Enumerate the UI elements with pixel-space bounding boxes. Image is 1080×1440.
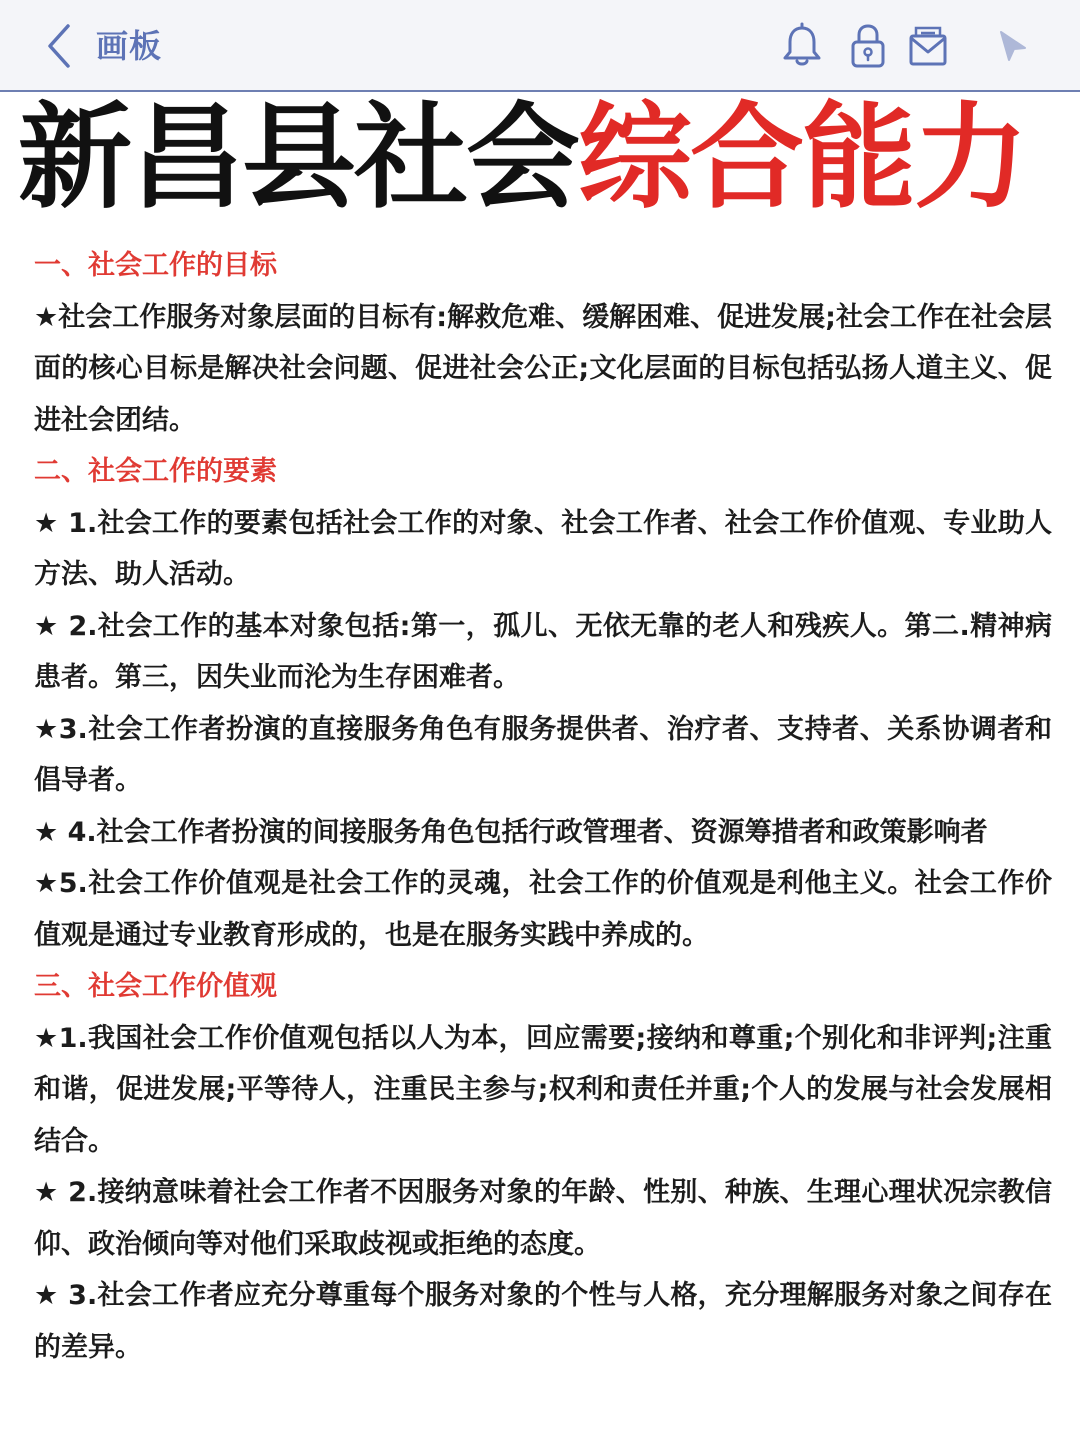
page-title-red: 综合能力 bbox=[578, 91, 1027, 224]
section-heading-values: 三、社会工作价值观 bbox=[34, 971, 277, 1002]
notification-button[interactable] bbox=[780, 22, 824, 70]
section-heading-elements: 二、社会工作的要素 bbox=[34, 456, 277, 487]
mail-button[interactable] bbox=[906, 22, 950, 70]
list-item: ★社会工作服务对象层面的目标有:解救危难、缓解困难、促进发展;社会工作在社会层面的核心目标是解决社会问题、促进社会公正;文化层面的目标包括弘扬人道主义、促进社会团结。 bbox=[34, 301, 1052, 436]
cursor-arrow-icon bbox=[992, 22, 1036, 70]
list-item: ★5.社会工作价值观是社会工作的灵魂，社会工作的价值观是利他主义。社会工作价值观是通过专业教育形成的，也是在服务实践中养成的。 bbox=[34, 868, 1052, 951]
list-item: ★ 2.社会工作的基本对象包括:第一，孤儿、无依无靠的老人和残疾人。第二.精神病患者。第三，因失业而沦为生存困难者。 bbox=[34, 610, 1052, 693]
article-body bbox=[34, 240, 1052, 1373]
list-item: ★ 1.社会工作的要素包括社会工作的对象、社会工作者、社会工作价值观、专业助人方法、助人活动。 bbox=[34, 507, 1052, 590]
list-item: ★ 2.接纳意味着社会工作者不因服务对象的年龄、性别、种族、生理心理状况宗教信仰、政治倾向等对他们采取歧视或拒绝的态度。 bbox=[34, 1177, 1052, 1260]
top-toolbar bbox=[0, 0, 1080, 92]
toolbar-title[interactable]: 画板 bbox=[96, 27, 163, 65]
envelope-icon bbox=[906, 22, 950, 70]
list-item: ★1.我国社会工作价值观包括以人为本，回应需要;接纳和尊重;个别化和非评判;注重和谐，促进发展;平等待人，注重民主参与;权利和责任并重;个人的发展与社会发展相结合。 bbox=[34, 1022, 1052, 1157]
page-title bbox=[18, 91, 1068, 224]
lock-icon bbox=[846, 22, 890, 70]
list-item: ★ 4.社会工作者扮演的间接服务角色包括行政管理者、资源筹措者和政策影响者 bbox=[34, 816, 988, 848]
back-button[interactable] bbox=[40, 22, 80, 70]
list-item: ★ 3.社会工作者应充分尊重每个服务对象的个性与人格，充分理解服务对象之间存在的差异。 bbox=[34, 1280, 1052, 1363]
pointer-button[interactable] bbox=[992, 22, 1036, 70]
section-heading-goals: 一、社会工作的目标 bbox=[34, 250, 277, 281]
list-item: ★3.社会工作者扮演的直接服务角色有服务提供者、治疗者、支持者、关系协调者和倡导者。 bbox=[34, 713, 1052, 796]
bell-icon bbox=[780, 22, 824, 70]
page-title-black: 新昌县社会 bbox=[18, 91, 579, 224]
chevron-left-icon bbox=[40, 22, 80, 70]
lock-button[interactable] bbox=[846, 22, 890, 70]
